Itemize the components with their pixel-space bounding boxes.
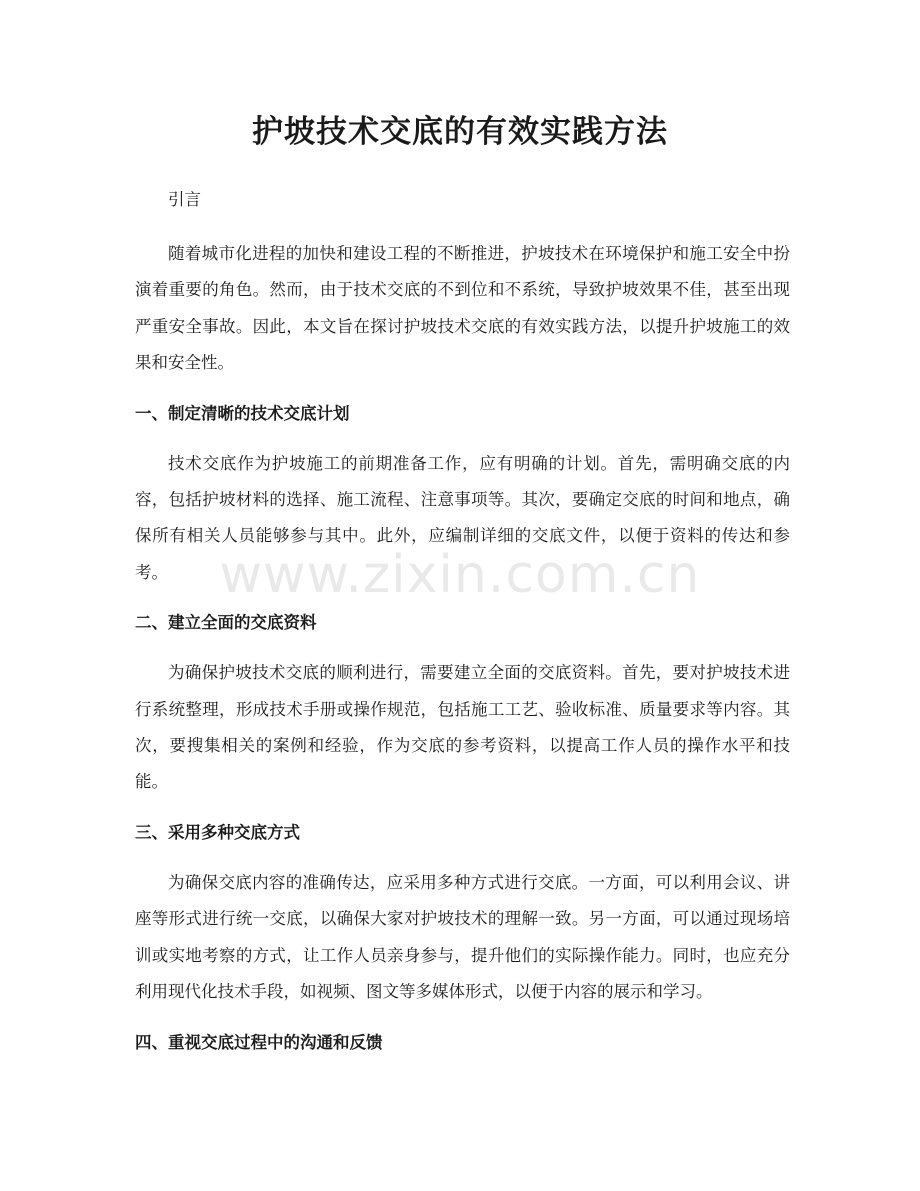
intro-label: 引言 — [168, 190, 201, 209]
document-title: 护坡技术交底的有效实践方法 — [252, 114, 668, 150]
section-1-heading: 一、制定清晰的技术交底计划 — [135, 403, 350, 423]
section-1-paragraph: 技术交底作为护坡施工的前期准备工作，应有明确的计划。首先，需明确交底的内容，包括护坡材料的选择、施工流程、注意事项等。其次，要确定交底的时间和地点，确保所有相关人员能够参与其中。此外，应编制详细的交底文件，以便于资料的传达和参考。 — [135, 453, 790, 582]
section-2-heading: 二、建立全面的交底资料 — [135, 613, 317, 633]
section-4-heading: 四、重视交底过程中的沟通和反馈 — [135, 1032, 383, 1052]
section-3-paragraph: 为确保交底内容的准确传达，应采用多种方式进行交底。一方面，可以利用会议、讲座等形式进行统一交底，以确保大家对护坡技术的理解一致。另一方面，可以通过现场培训或实地考察的方式，让工作人员亲身参与，提升他们的实际操作能力。同时，也应充分利用现代化技术手段，如视频、图文等多媒体形式，以便于内容的展示和学习。 — [135, 872, 790, 1002]
section-2-paragraph: 为确保护坡技术交底的顺利进行，需要建立全面的交底资料。首先，要对护坡技术进行系统整理，形成技术手册或操作规范，包括施工工艺、验收标准、质量要求等内容。其次，要搜集相关的案例和经验，作为交底的参考资料，以提高工作人员的操作水平和技能。 — [135, 663, 790, 792]
watermark-text: www.zixin.com.cn — [219, 545, 701, 605]
intro-paragraph: 随着城市化进程的加快和建设工程的不断推进，护坡技术在环境保护和施工安全中扮演着重要的角色。然而，由于技术交底的不到位和不系统，导致护坡效果不佳，甚至出现严重安全事故。因此，本文旨在探讨护坡技术交底的有效实践方法，以提升护坡施工的效果和安全性。 — [135, 244, 790, 373]
document-body — [135, 182, 790, 1061]
section-3-heading: 三、采用多种交底方式 — [135, 822, 300, 842]
